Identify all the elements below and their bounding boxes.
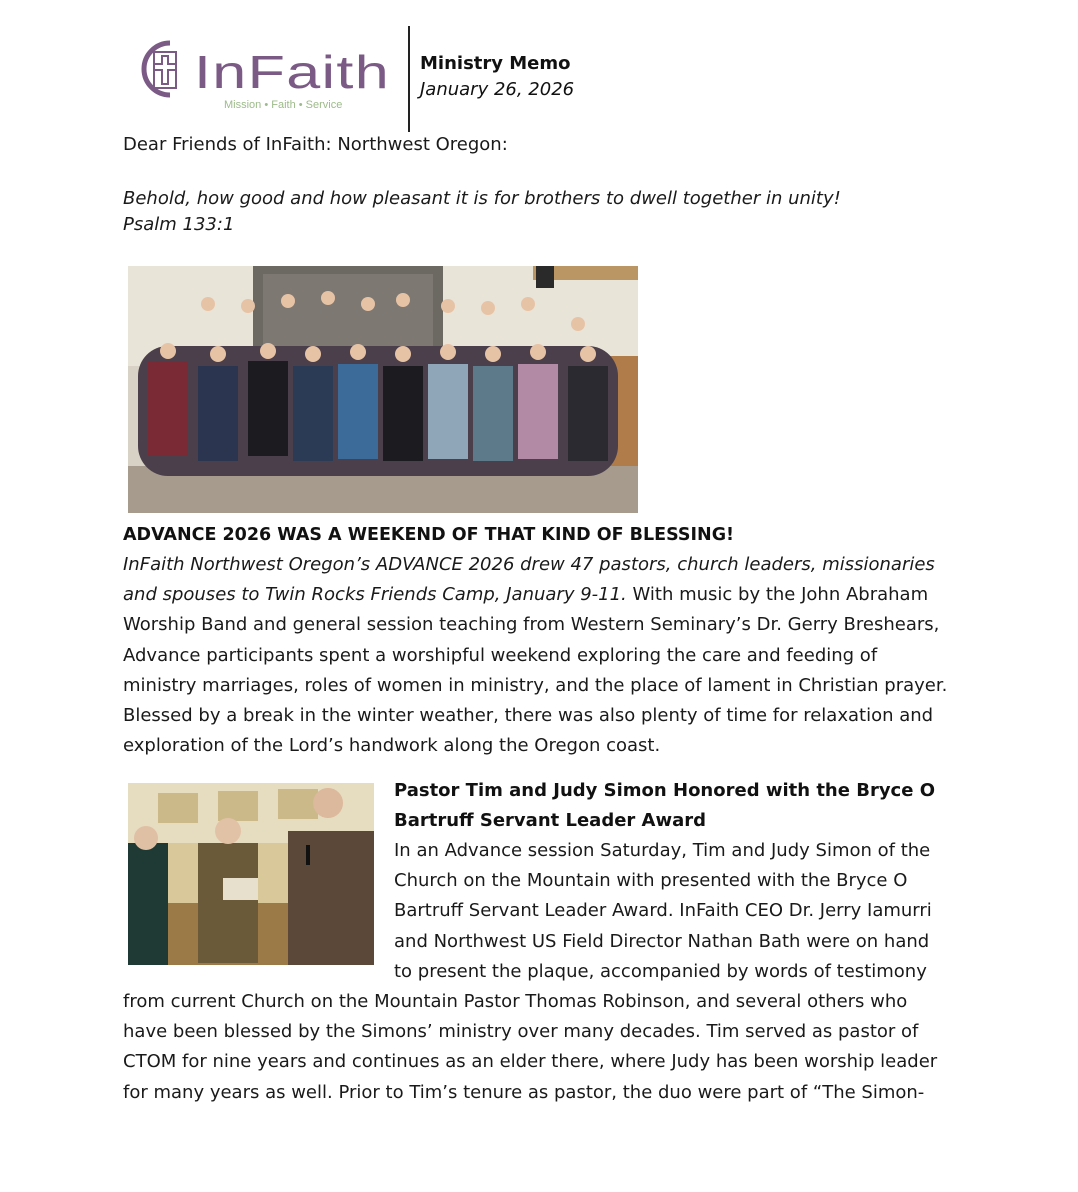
verse-reference: Psalm 133:1 — [123, 214, 235, 235]
scripture-verse — [123, 186, 841, 238]
logo-wordmark: InFaith — [194, 46, 390, 98]
award-line: from current Church on the Mountain Pastor Thomas Robinson, and several others who — [123, 991, 908, 1012]
award-line: and Northwest US Field Director Nathan Bath were on hand — [394, 930, 930, 952]
award-paragraph-full — [123, 987, 937, 1108]
memo-title: Ministry Memo — [420, 53, 571, 74]
award-headline-line: Pastor Tim and Judy Simon Honored with the Bryce O — [394, 780, 936, 801]
memo-header — [128, 26, 628, 132]
award-headline-line: Bartruff Servant Leader Award — [394, 810, 707, 831]
article-paragraph — [123, 550, 963, 761]
award-line: to present the plaque, accompanied by words of testimony — [394, 960, 927, 982]
article-line: Advance participants spent a worshipful weekend exploring the care and feeding of — [123, 644, 878, 666]
award-headline — [394, 776, 935, 836]
award-line: Bartruff Servant Leader Award. InFaith CEO Dr. Jerry Iamurri — [394, 900, 932, 922]
memo-date: January 26, 2026 — [420, 79, 575, 100]
header-divider — [408, 26, 410, 132]
cross-emblem-icon — [144, 43, 176, 95]
article-line: InFaith Northwest Oregon’s ADVANCE 2026 drew 47 pastors, church leaders, missionaries — [123, 554, 935, 575]
award-line: Church on the Mountain with presented with the Bryce O — [394, 870, 908, 892]
award-paragraph-side — [394, 836, 932, 987]
advance-group-photo — [128, 266, 638, 513]
award-line: CTOM for nine years and continues as an elder there, where Judy has been worship leader — [123, 1051, 938, 1073]
award-line: for many years as well. Prior to Tim’s tenure as pastor, the duo were part of “The Simon- — [123, 1081, 925, 1103]
infaith-logo — [132, 40, 394, 130]
article-line: exploration of the Lord’s handwork along the Oregon coast. — [123, 735, 661, 757]
article-line: ministry marriages, roles of women in ministry, and the place of lament in Christian prayer. — [123, 674, 948, 696]
verse-text: Behold, how good and how pleasant it is for brothers to dwell together in unity! — [123, 188, 841, 209]
award-photo — [128, 783, 374, 965]
article-line: Blessed by a break in the winter weather, there was also plenty of time for relaxation and — [123, 705, 934, 727]
logo-tagline: Mission • Faith • Service — [224, 99, 343, 111]
award-line: have been blessed by the Simons’ ministry over many decades. Tim served as pastor of — [123, 1021, 919, 1043]
award-line: In an Advance session Saturday, Tim and Judy Simon of the — [394, 840, 931, 861]
greeting: Dear Friends of InFaith: Northwest Oregon: — [123, 134, 508, 155]
article-line: and spouses to Twin Rocks Friends Camp, January 9-11. With music by the John Abraham — [123, 584, 929, 606]
article-line: Worship Band and general session teaching from Western Seminary’s Dr. Gerry Breshears, — [123, 614, 940, 636]
article-headline: ADVANCE 2026 WAS A WEEKEND OF THAT KIND OF BLESSING! — [123, 525, 735, 545]
